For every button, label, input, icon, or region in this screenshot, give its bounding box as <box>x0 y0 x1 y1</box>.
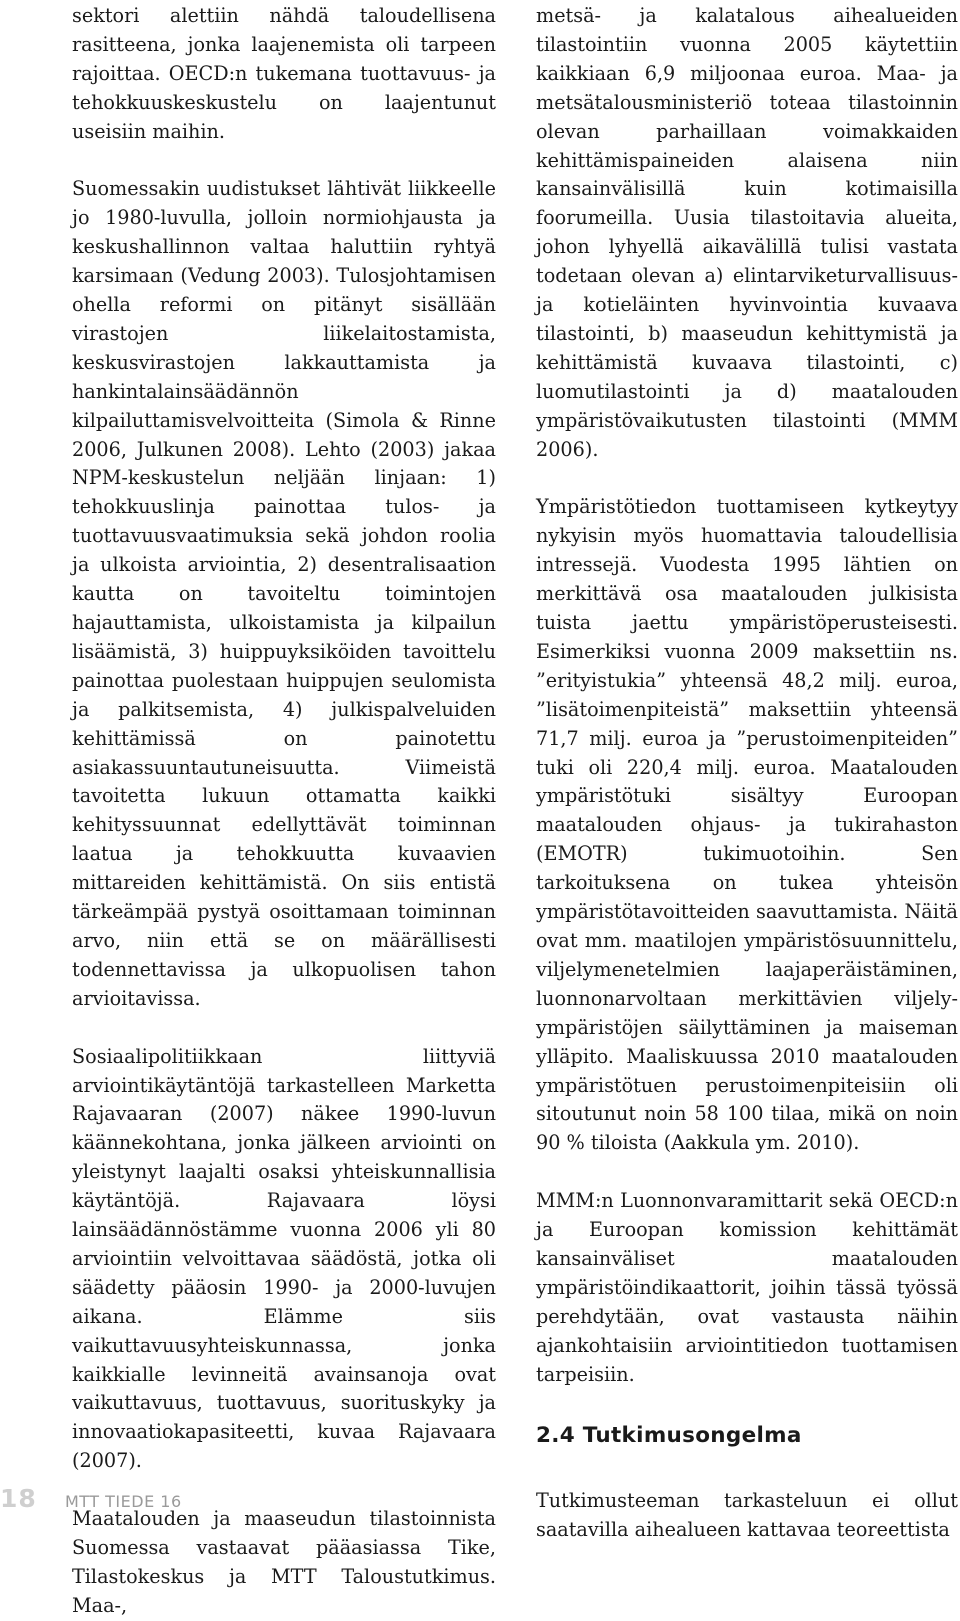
paragraph: metsä- ja kalatalous aihealueiden tilastointiin vuonna 2005 käytettiin kaikkiaan 6,9 miljoonaa euroa. Maa- ja metsätalousministeriö toteaa tilastoinnin olevan parhaillaan voimakkaiden kehittämispaineiden alaisena niin kansainvälisillä kuin kotimaisilla foorumeilla. Uusia tilastoitavia alueita, johon lyhyellä aikavälillä tulisi vastata todetaan olevan a) elintarviketurvallisuus- ja kotieläinten hyvinvointia kuvaava tilastointi, b) maaseudun kehittymistä ja kehittämistä kuvaava tilastointi, c) luomutilastointi ja d) maatalouden ympäristövaikutusten tilastointi (MMM 2006). <box>536 4 958 461</box>
paragraph: Tutkimusteeman tarkasteluun ei ollut saatavilla aihealueen kattavaa teoreettista <box>536 1489 958 1542</box>
publication-name: MTT TIEDE 16 <box>65 1492 182 1511</box>
paragraph: Ympäristötiedon tuottamiseen kytkeytyy nykyisin myös huomattavia taloudellisia intressejä. Vuodesta 1995 lähtien on merkittävä osa maatalouden julkisista tuista jaettu ympäristöperusteisesti. Esimerkiksi vuonna 2009 maksettiin ns. ”erityistukia” yhteensä 48,2 milj. euroa, ”lisätoimenpiteistä” maksettiin yhteensä 71,7 milj. euroa ja ”perustoimenpiteiden” tuki oli 220,4 milj. euroa. Maatalouden ympäristötuki sisältyy Euroopan maatalouden ohjaus- ja tukirahaston (EMOTR) tukimuotoihin. Sen tarkoituksena on tukea yhteisön ympäristötavoitteiden saavuttamista. Näitä ovat mm. maatilojen ympäristösuunnittelu, viljelymenetelmien laajaperäistäminen, luonnonarvoltaan merkittävien viljely-ympäristöjen säilyttäminen ja maiseman ylläpito. Maaliskuussa 2010 maatalouden ympäristötuen perustoimenpiteisiin oli sitoutunut noin 58 100 tilaa, mikä on noin 90 % tiloista (Aakkula ym. 2010). <box>536 495 958 1155</box>
left-column <box>72 2 496 1621</box>
paragraph: Suomessakin uudistukset lähtivät liikkeelle jo 1980-luvulla, jolloin normiohjausta ja keskushallinnon valtaa haluttiin ryhtyä karsimaan (Vedung 2003). Tulosjohtamisen ohella reformi on pitänyt sisällään virastojen liikelaitostamista, keskusvirastojen lakkauttamista ja hankintalainsäädännön kilpailuttamisvelvoitteita (Simola & Rinne 2006, Julkunen 2008). Lehto (2003) jakaa NPM-keskustelun neljään linjaan: 1) tehokkuuslinja painottaa tulos- ja tuottavuusvaatimuksia sekä johdon roolia ja ulkoista arviointia, 2) desentralisaation kautta on tavoiteltu toimintojen hajauttamista, ulkoistamista ja kilpailun lisäämistä, 3) huippuyksiköiden tavoittelu painottaa puolestaan huippujen seulomista ja palkitsemista, 4) julkispalveluiden kehittämissä on painotettu asiakassuuntautuneisuutta. Viimeistä tavoitetta lukuun ottamatta kaikki kehityssuunnat edellyttävät toiminnan laatua ja tehokkuutta kuvaavien mittareiden kehittämistä. On siis entistä tärkeämpää pystyä osoittamaan toiminnan arvo, niin että se on määrällisesti todennettavissa ja ulkopuolisen tahon arvioitavissa. <box>72 177 496 1010</box>
paragraph: Maatalouden ja maaseudun tilastoinnista Suomessa vastaavat pääasiassa Tike, Tilastokeskus ja MTT Taloustutkimus. Maa-, <box>72 1507 496 1617</box>
section-heading: 2.4 Tutkimusongelma <box>536 1423 802 1449</box>
page-footer <box>0 1484 960 1513</box>
right-column <box>536 2 958 1545</box>
paragraph: MMM:n Luonnonvaramittarit sekä OECD:n ja Euroopan komission kehittämät kansainväliset maatalouden ympäristöindikaattorit, joihin tässä työssä perehdytään, ovat vastausta näihin ajankohtaisiin arviointitiedon tuottamisen tarpeisiin. <box>536 1189 958 1386</box>
paragraph: Sosiaalipolitiikkaan liittyviä arviointikäytäntöjä tarkastelleen Marketta Rajavaaran (2007) näkee 1990-luvun käännekohtana, jonka jälkeen arviointi on yleistynyt laajalti osaksi yhteiskunnallisia käytäntöjä. Rajavaara löysi lainsäädännöstämme vuonna 2006 yli 80 arviointiin velvoittavaa säädöstä, jotka oli säädetty pääosin 1990- ja 2000-luvujen aikana. Elämme siis vaikuttavuusyhteiskunnassa, jonka kaikkialle levinneitä avainsanoja ovat vaikuttavuus, tuottavuus, suorituskyky ja innovaatiokapasiteetti, kuvaa Rajavaara (2007). <box>72 1044 496 1473</box>
paragraph: sektori alettiin nähdä taloudellisena rasitteena, jonka laajenemista oli tarpeen rajoittaa. OECD:n tukemana tuottavuus- ja tehokkuuskeskustelu on laajentunut useisiin maihin. <box>72 4 496 143</box>
page-number: 18 <box>0 1484 37 1513</box>
